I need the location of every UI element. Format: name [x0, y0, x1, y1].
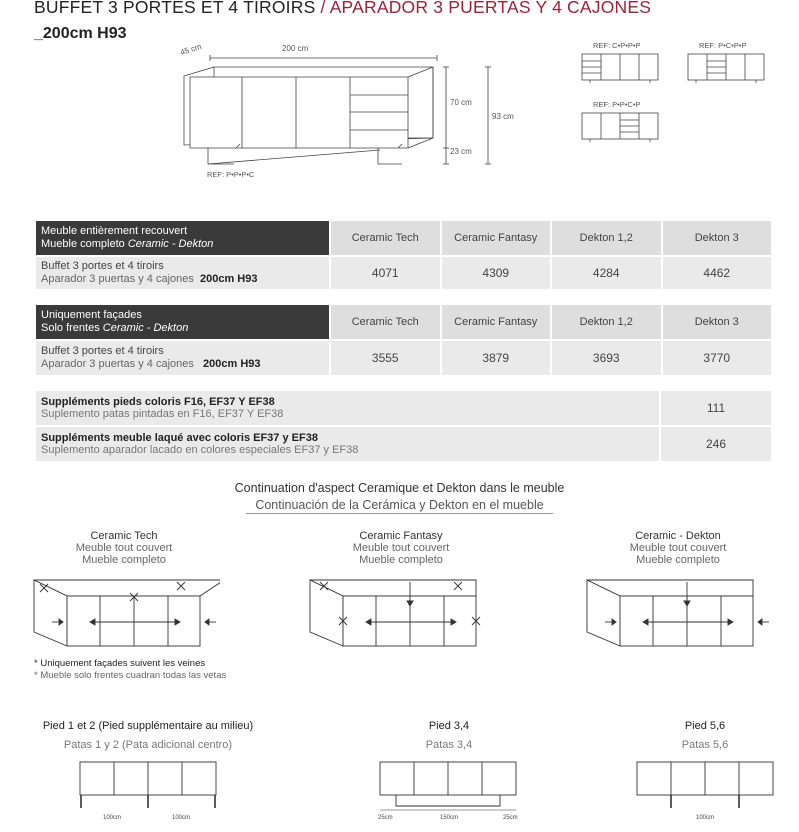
cabinet-line3: Mueble completo — [359, 554, 443, 566]
row-label-es-line — [41, 358, 324, 371]
table-header-row — [36, 305, 771, 339]
page-subtitle: _200cm H93 — [34, 25, 127, 42]
supplement-label — [36, 427, 659, 461]
row-label-es-line — [41, 273, 324, 286]
cabinet-caption-fantasy — [311, 530, 491, 566]
price-cell: 4071 — [331, 257, 440, 289]
column-header: Ceramic Fantasy — [442, 305, 551, 339]
price-cell: 4462 — [663, 257, 772, 289]
pied-diagram-2 — [378, 760, 520, 812]
header-es-italic: Ceramic - Dekton — [102, 322, 189, 334]
cabinet-line3: Mueble completo — [636, 554, 720, 566]
column-header: Ceramic Tech — [331, 305, 440, 339]
cabinet-diagram-dekton — [583, 572, 773, 650]
cabinet-line2: Meuble tout couvert — [629, 542, 727, 554]
supplement-value: 246 — [661, 427, 771, 461]
pied-dim: 25cm — [503, 815, 518, 821]
note-es: * Mueble solo frentes cuadran todas las vetas — [34, 670, 227, 681]
row-size: 200cm H93 — [203, 358, 261, 370]
pied-dim: 25cm — [378, 815, 393, 821]
price-table-full — [34, 221, 773, 289]
header-es — [41, 238, 324, 251]
header-fr: Meuble entièrement recouvert — [41, 225, 188, 237]
pied-title-2: Pied 3,4 — [428, 720, 470, 732]
table-header-row — [36, 221, 771, 255]
table-row — [36, 341, 771, 375]
header-es-italic: Ceramic - Dekton — [127, 238, 214, 250]
column-header: Dekton 1,2 — [552, 305, 661, 339]
page-title — [34, 0, 651, 18]
supplement-es: Suplemento aparador lacado en colores especiales EF37 y EF38 — [41, 444, 359, 456]
row-size: 200cm H93 — [200, 273, 258, 285]
cabinet-line3: Mueble completo — [82, 554, 166, 566]
cabinet-line2: Meuble tout couvert — [352, 542, 450, 554]
supplement-fr: Suppléments pieds coloris F16, EF37 Y EF38 — [41, 396, 275, 408]
table-header-label — [36, 305, 329, 339]
ref-variant-1: REF: C•P•P•P — [593, 41, 641, 50]
depth-label: 45 cm — [179, 41, 203, 58]
cabinet-diagram-fantasy — [306, 572, 496, 650]
price-table-fronts — [34, 305, 773, 375]
h93-label: 93 cm — [492, 112, 514, 121]
supplement-row — [36, 391, 771, 425]
cabinet-title: Ceramic Fantasy — [359, 530, 443, 542]
h70-label: 70 cm — [450, 98, 472, 107]
header-es — [41, 322, 324, 335]
pied-sub-1: Patas 1 y 2 (Pata adicional centro) — [63, 739, 233, 751]
price-cell: 3693 — [552, 341, 661, 375]
column-header: Dekton 1,2 — [552, 221, 661, 255]
price-cell: 3879 — [442, 341, 551, 375]
pied-title-3: Pied 5,6 — [684, 720, 726, 732]
header-es-text: Mueble completo — [41, 238, 128, 250]
pied-sub-3: Patas 5,6 — [681, 739, 729, 751]
cabinet-title: Ceramic Tech — [90, 530, 158, 542]
cabinet-caption-tech — [34, 530, 214, 566]
variant-pcpp-drawing — [686, 52, 768, 84]
pied-dim: 100cm — [103, 815, 122, 821]
cabinet-diagram-tech — [30, 572, 220, 650]
row-label-es: Aparador 3 puertas y 4 cajones — [41, 358, 194, 370]
column-header: Ceramic Tech — [331, 221, 440, 255]
pied-sub-2: Patas 3,4 — [425, 739, 473, 751]
title-es: / APARADOR 3 PUERTAS Y 4 CAJONES — [315, 0, 652, 17]
h23-label: 23 cm — [450, 147, 472, 156]
pied-dim: 100cm — [696, 815, 715, 821]
width-label: 200 cm — [282, 44, 309, 53]
continuation-title-fr: Continuation d'aspect Ceramique et Dekton dans le meuble — [234, 481, 565, 495]
column-header: Ceramic Fantasy — [442, 221, 551, 255]
supplement-es: Suplemento patas pintadas en F16, EF37 Y EF38 — [41, 408, 284, 420]
supplement-value: 111 — [661, 391, 771, 425]
pied-diagram-3 — [635, 760, 777, 812]
section-divider — [246, 513, 553, 514]
supplement-fr: Suppléments meuble laqué avec coloris EF37 y EF38 — [41, 432, 318, 444]
cabinet-title: Ceramic - Dekton — [635, 530, 721, 542]
buffet-technical-drawing — [170, 40, 510, 182]
ref-main-label: REF: P•P•P•C — [207, 170, 255, 179]
column-header: Dekton 3 — [663, 305, 772, 339]
variant-cdpp-drawing — [580, 52, 662, 84]
ref-variant-3: REF: P•P•C•P — [593, 100, 641, 109]
cabinet-caption-dekton — [588, 530, 768, 566]
table-header-label — [36, 221, 329, 255]
row-label-fr: Buffet 3 portes et 4 tiroirs — [41, 345, 164, 357]
row-label-fr: Buffet 3 portes et 4 tiroirs — [41, 260, 164, 272]
supplements-table — [34, 391, 773, 461]
ref-variant-2: REF: P•C•P•P — [699, 41, 747, 50]
cabinet-line2: Meuble tout couvert — [75, 542, 173, 554]
header-es-text: Solo frentes — [41, 322, 103, 334]
variant-ppcp-drawing — [580, 111, 662, 143]
pied-dim: 150cm — [440, 815, 459, 821]
table-row — [36, 257, 771, 289]
price-cell: 3770 — [663, 341, 772, 375]
price-cell: 4284 — [552, 257, 661, 289]
header-fr: Uniquement façades — [41, 309, 142, 321]
pied-dim: 100cm — [172, 815, 191, 821]
note-fr: * Uniquement façades suivent les veines — [34, 658, 206, 669]
price-cell: 3555 — [331, 341, 440, 375]
row-label-es: Aparador 3 puertas y 4 cajones — [41, 273, 194, 285]
pied-title-1: Pied 1 et 2 (Pied supplémentaire au milieu) — [42, 720, 254, 732]
column-header: Dekton 3 — [663, 221, 772, 255]
price-cell: 4309 — [442, 257, 551, 289]
title-fr: BUFFET 3 PORTES ET 4 TIROIRS — [34, 0, 316, 17]
supplement-label — [36, 391, 659, 425]
continuation-title-es: Continuación de la Cerámica y Dekton en el mueble — [255, 498, 544, 512]
row-label — [36, 341, 329, 375]
supplement-row — [36, 427, 771, 461]
pied-diagram-1 — [78, 760, 220, 812]
row-label — [36, 257, 329, 289]
